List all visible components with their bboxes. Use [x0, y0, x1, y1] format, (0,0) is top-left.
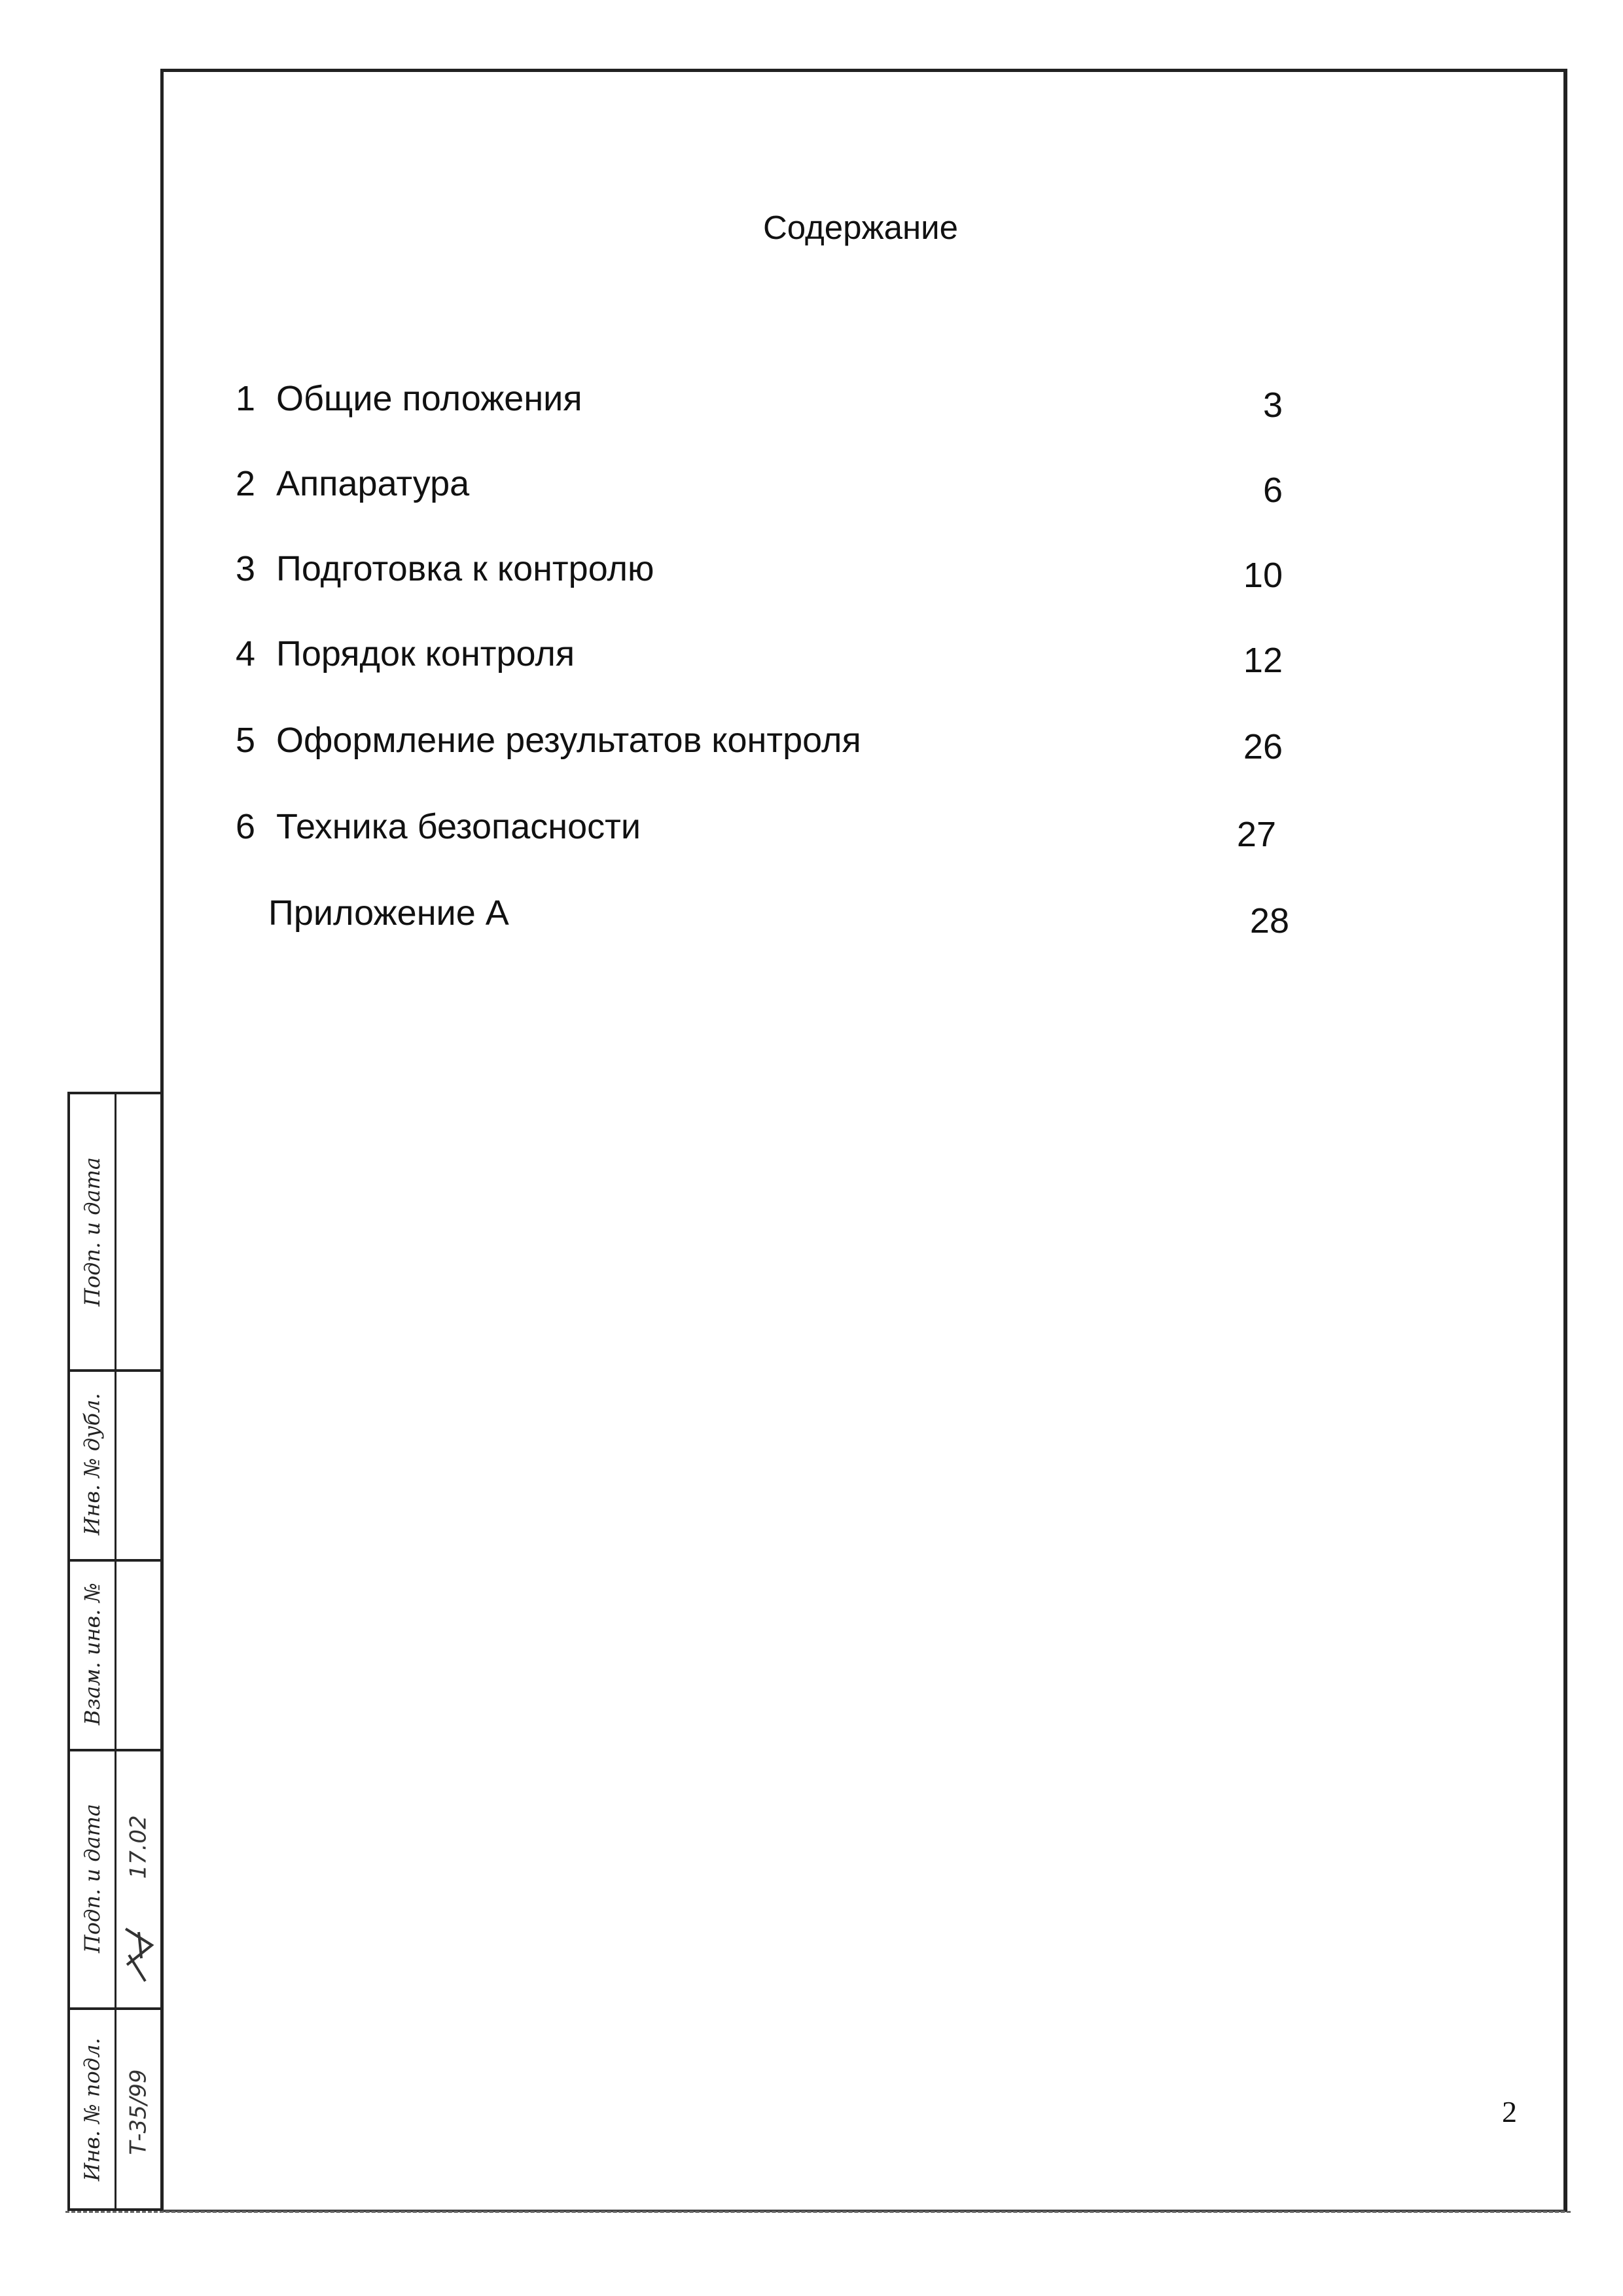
- toc-item: [236, 378, 1283, 424]
- toc-item-page: 28: [1249, 901, 1289, 941]
- toc-item-title: Порядок контроля: [276, 634, 575, 673]
- bottom-border-line: [65, 2211, 1571, 2213]
- side-stamp: [67, 1092, 162, 2211]
- toc-item: [236, 634, 1283, 679]
- stamp-label: Взам. инв. №: [80, 1583, 105, 1725]
- toc-item-number: 1: [236, 379, 256, 418]
- toc-item-title: Подготовка к контролю: [276, 549, 654, 588]
- toc-item-page: 12: [1243, 641, 1283, 680]
- toc-item-number: 2: [236, 464, 256, 503]
- stamp-label: Подп. и дата: [80, 1803, 105, 1953]
- stamp-label: Подп. и дата: [80, 1157, 105, 1306]
- toc-item: [236, 548, 1283, 594]
- toc-item-title: Оформление результатов контроля: [276, 721, 861, 760]
- stamp-inv-handwritten: Т-35/99: [125, 2069, 152, 2155]
- toc-item-title: Общие положения: [276, 379, 582, 418]
- toc-item: [236, 720, 1283, 766]
- signature-mark: [115, 1909, 162, 2001]
- toc-item-number: 6: [236, 807, 256, 846]
- toc-item-page: 10: [1243, 556, 1283, 595]
- stamp-label: Инв. № дубл.: [80, 1393, 105, 1535]
- toc-item-title: Аппаратура: [276, 464, 470, 503]
- toc-item: [236, 806, 1283, 852]
- toc-item-appendix: [236, 893, 1289, 941]
- toc-item-page: 26: [1243, 727, 1283, 766]
- stamp-date-handwritten: 17.02: [125, 1815, 152, 1879]
- stamp-label: Инв. № подл.: [80, 2037, 105, 2181]
- toc-item-page: 3: [1262, 386, 1283, 425]
- toc-item-page: 27: [1236, 815, 1276, 854]
- toc-item: [236, 463, 1283, 509]
- toc-item-number: 3: [236, 549, 256, 588]
- toc-item-number: 5: [236, 721, 256, 760]
- toc-item-page: 6: [1262, 471, 1283, 510]
- toc-item-title: Приложение А: [268, 893, 509, 933]
- page-number: 2: [1502, 2095, 1517, 2128]
- toc-item-title: Техника безопасности: [276, 807, 641, 846]
- toc-item-number: 4: [236, 634, 256, 673]
- page-title: Содержание: [762, 209, 959, 246]
